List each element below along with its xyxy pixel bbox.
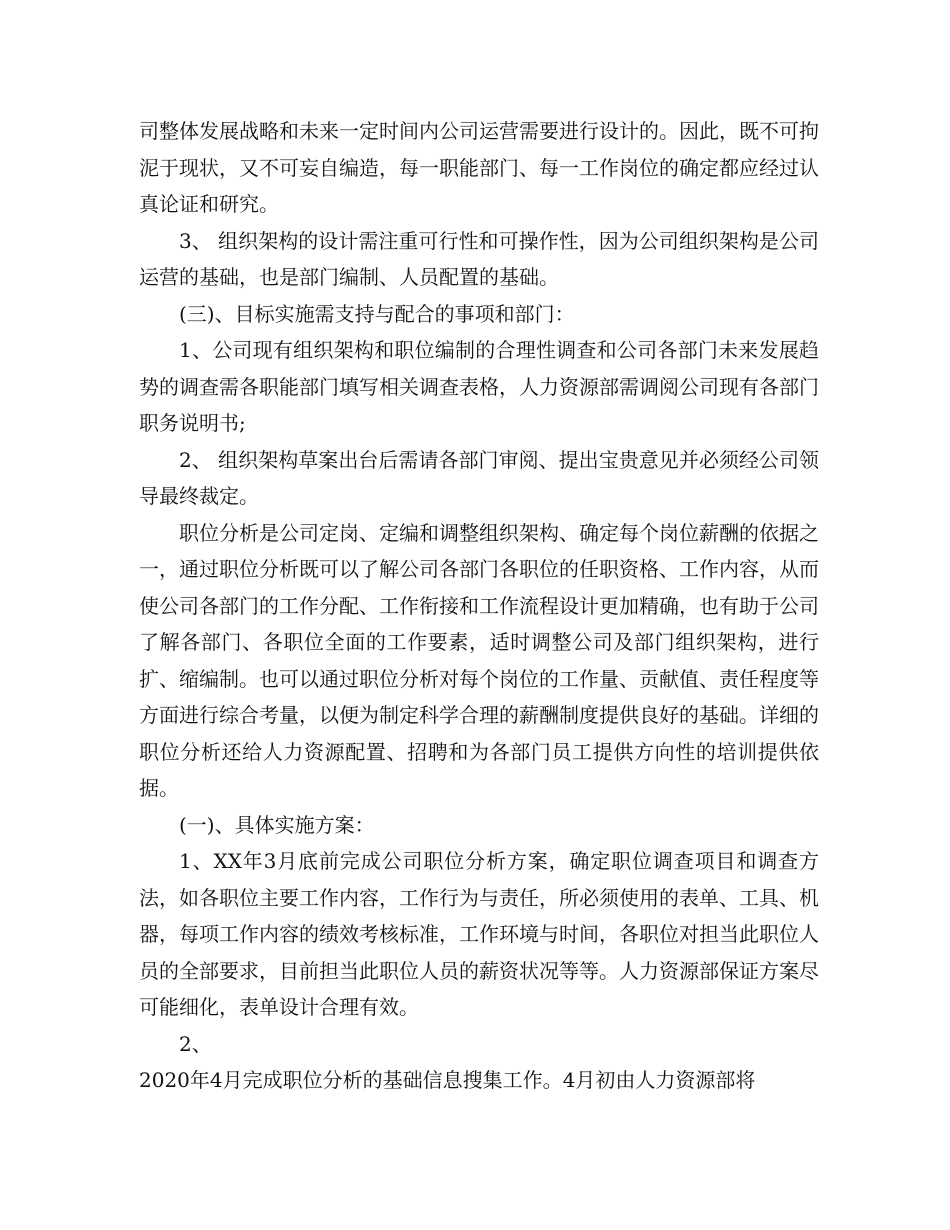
paragraph-feasibility: 3、 组织架构的设计需注重可行性和可操作性，因为公司组织架构是公司运营的基础，也是部门编制、人员配置的基础。 (139, 228, 819, 289)
document-body (139, 113, 819, 1099)
paragraph-plan-step-2: 2020年4月完成职位分析的基础信息搜集工作。4月初由人力资源部将 (139, 1068, 756, 1092)
paragraph-strategy-continuation: 司整体发展战略和未来一定时间内公司运营需要进行设计的。因此，既不可拘泥于现状，又不可妄自编造，每一职能部门、每一工作岗位的确定都应经过认真论证和研究。 (139, 119, 819, 216)
paragraph-plan-step-2-label: 2、 (179, 1031, 212, 1056)
paragraph-draft-review: 2、 组织架构草案出台后需请各部门审阅、提出宝贵意见并必须经公司领导最终裁定。 (139, 447, 819, 508)
paragraph-survey: 1、公司现有组织架构和职位编制的合理性调查和公司各部门未来发展趋势的调查需各职能部门填写相关调查表格，人力资源部需调阅公司现有各部门职务说明书; (139, 338, 819, 435)
paragraph-job-analysis: 职位分析是公司定岗、定编和调整组织架构、确定每个岗位薪酬的依据之一，通过职位分析既可以了解公司各部门各职位的任职资格、工作内容，从而使公司各部门的工作分配、工作衔接和工作流程设计更加精确，也有助于公司了解各部门、各职位全面的工作要素，适时调整公司及部门组织架构，进行扩、缩编制。也可以通过职位分析对每个岗位的工作量、贡献值、责任程度等方面进行综合考量，以便为制定科学合理的薪酬制度提供良好的基础。详细的职位分析还给人力资源配置、招聘和为各部门员工提供方向性的培训提供依据。 (139, 520, 819, 800)
section-heading-support: (三)、目标实施需支持与配合的事项和部门： (179, 301, 575, 326)
section-heading-plan: (一)、具体实施方案： (179, 812, 375, 837)
paragraph-plan-step-1: 1、XX年3月底前完成公司职位分析方案，确定职位调查项目和调查方法，如各职位主要工作内容，工作行为与责任，所必须使用的表单、工具、机器，每项工作内容的绩效考核标准，工作环境与时间，各职位对担当此职位人员的全部要求，目前担当此职位人员的薪资状况等等。人力资源部保证方案尽可能细化，表单设计合理有效。 (139, 849, 819, 1019)
